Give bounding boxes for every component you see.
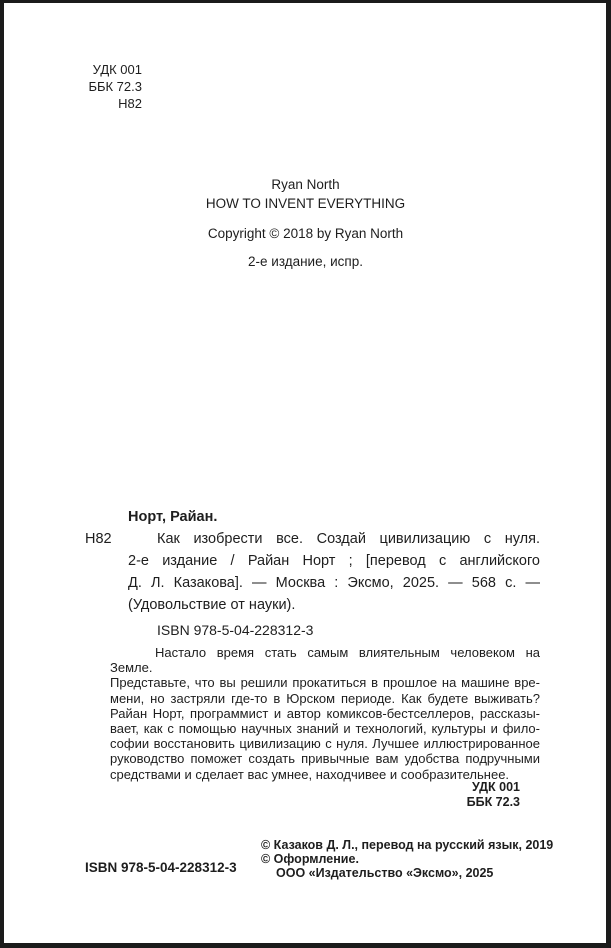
udk-code: УДК 001 (92, 62, 142, 77)
biblio-line: (Удовольствие от науки). (128, 597, 296, 613)
classification-codes-bottom (467, 780, 520, 810)
annotation-line: руководство поможет создать привычные вам удобства подручными (110, 751, 540, 767)
author-sign-code: Н82 (118, 96, 142, 111)
author-sign-code: Н82 (85, 531, 112, 547)
original-author: Ryan North (271, 177, 340, 192)
edition-note: 2-е издание, испр. (248, 254, 363, 269)
annotation-line: софии восстановить цивилизацию с нуля. Лучшее иллюстрированное (110, 736, 540, 752)
original-title: HOW TO INVENT EVERYTHING (205, 196, 406, 211)
isbn-number: ISBN 978-5-04-228312-3 (157, 622, 314, 638)
bbk-code: ББК 72.3 (466, 795, 520, 809)
catalog-description (85, 528, 540, 616)
annotation-line: мени, но застряли где-то в Юрском периоде. Как будете выживать? (110, 690, 540, 706)
credit-publisher: ООО «Издательство «Эксмо», 2025 (276, 866, 494, 880)
original-title-block (0, 175, 611, 271)
annotation-line: вает, как с помощью научных знаний и технологий, культуры и фило- (110, 721, 540, 737)
biblio-line: Как изобрести все. Создай цивилизацию с нуля. (157, 531, 540, 547)
biblio-line: Д. Л. Казакова]. — Москва : Эксмо, 2025. — 568 с. — (128, 575, 540, 591)
annotation-line: Представьте, что вы решили прокатиться в прошлое на машине вре- (110, 675, 540, 691)
udk-code: УДК 001 (471, 780, 520, 794)
bibliographic-entry (85, 506, 540, 641)
copyright-notice: Copyright © 2018 by Ryan North (207, 226, 404, 241)
annotation-line: средствами и сделает вас умнее, находчивее и сообразительнее. (110, 766, 510, 782)
bbk-code: ББК 72.3 (88, 79, 142, 94)
isbn-number-bottom: ISBN 978-5-04-228312-3 (85, 860, 237, 875)
credit-design: © Оформление. (261, 852, 359, 866)
biblio-line: 2-е издание / Райан Норт ; [перевод с английского (128, 553, 540, 569)
annotation-paragraph (110, 645, 540, 782)
author-heading: Норт, Райан. (128, 509, 218, 525)
annotation-line: Райан Норт, программист и автор комиксов-бестселлеров, рассказы- (110, 705, 540, 721)
classification-codes-top (72, 61, 142, 112)
credit-translation: © Казаков Д. Л., перевод на русский язык, 2019 (261, 838, 554, 852)
copyright-credits (261, 838, 553, 880)
annotation-line: Настало время стать самым влиятельным человеком на Земле. (110, 645, 540, 676)
